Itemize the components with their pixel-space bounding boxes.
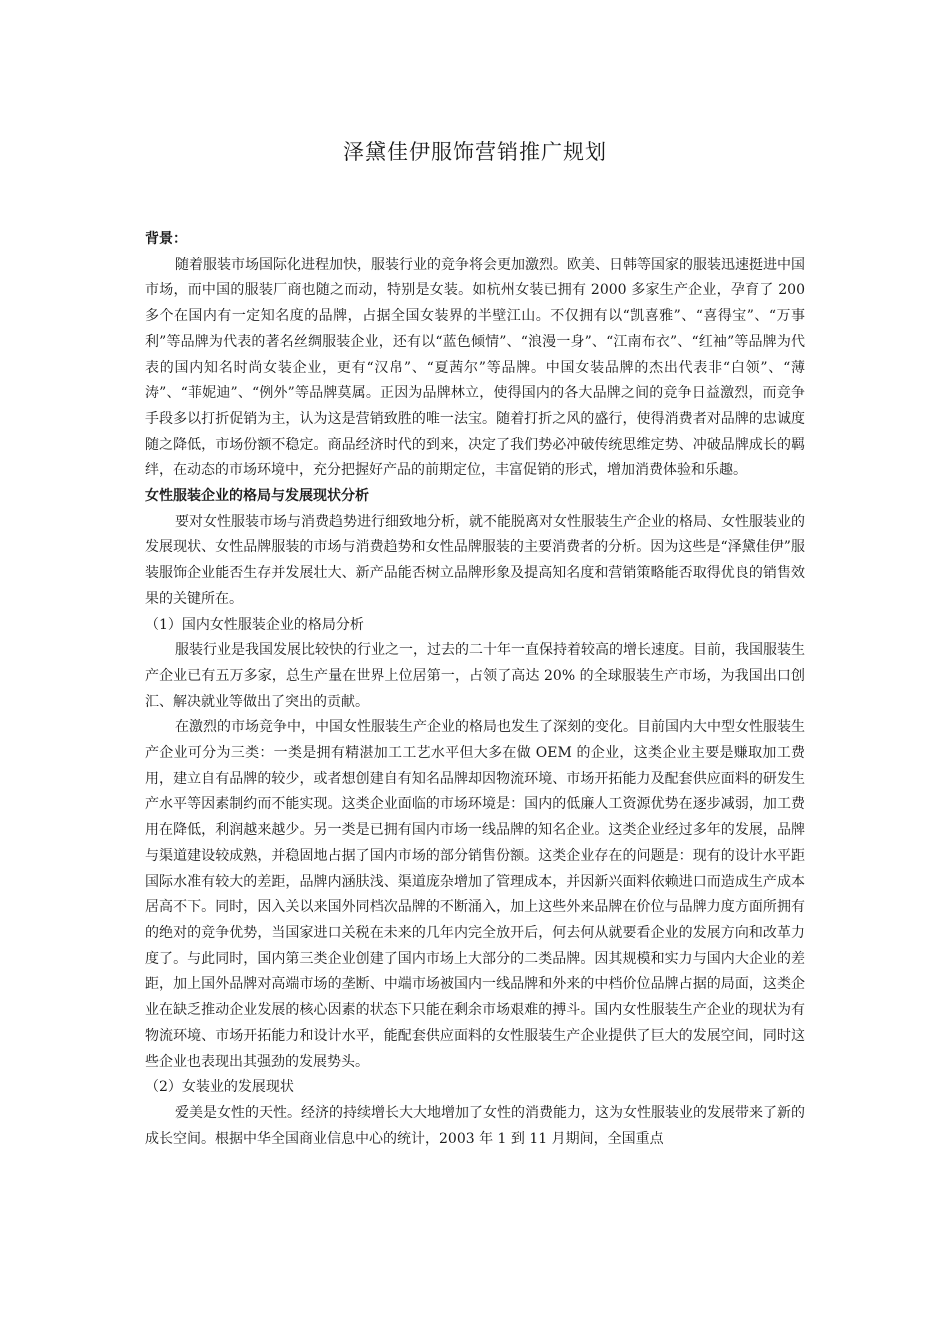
paragraph-pattern-intro: 要对女性服装市场与消费趋势进行细致地分析，就不能脱离对女性服装生产企业的格局、女性服装业的发展现状、女性品牌服装的市场与消费趋势和女性品牌服装的主要消费者的分析。因为这些是“泽黛佳伊”服装服饰企业能否生存并发展壮大、新产品能否树立品牌形象及提高知名度和营销策略能否取得优良的销售效果的关键所在。 bbox=[145, 513, 805, 607]
document-body bbox=[145, 227, 805, 1152]
document-title: 泽黛佳伊服饰营销推广规划 bbox=[343, 140, 607, 164]
paragraph-enterprise-types: 在激烈的市场竞争中，中国女性服装生产企业的格局也发生了深刻的变化。目前国内大中型女性服装生产企业可分为三类：一类是拥有精湛加工工艺水平但大多在做 OEM 的企业，这类企业主要是赚取加工费用，建立自有品牌的较少，或者想创建自有知名品牌却因物流环境、市场开拓能力及配套供应面料的研发生产水平等因素制约而不能实现。这类企业面临的市场环境是：国内的低廉人工资源优势在逐步减弱，加工费用在降低，利润越来越少。另一类是已拥有国内市场一线品牌的知名企业。这类企业经过多年的发展，品牌与渠道建设较成熟，并稳固地占据了国内市场的部分销售份额。这类企业存在的问题是：现有的设计水平距国际水准有较大的差距，品牌内涵肤浅、渠道庞杂增加了管理成本，并因新兴面料依赖进口而造成生产成本居高不下。同时，因入关以来国外同档次品牌的不断涌入，加上这些外来品牌在价位与品牌力度方面所拥有的绝对的竞争优势，当国家进口关税在未来的几年内完全放开后，何去何从就要看企业的发展方向和改革力度了。与此同时，国内第三类企业创建了国内市场上大部分的二类品牌。因其规模和实力与国内大企业的差距，加上国外品牌对高端市场的垄断、中端市场被国内一线品牌和外来的中档价位品牌占据的局面，这类企业在缺乏推动企业发展的核心因素的状态下只能在剩余市场艰难的搏斗。国内女性服装生产企业的现状为有物流环境、市场开拓能力和设计水平，能配套供应面料的女性服装生产企业提供了巨大的发展空间，同时这些企业也表现出其强劲的发展势头。 bbox=[145, 719, 805, 1070]
subsection-heading-2: （2）女装业的发展现状 bbox=[145, 1079, 294, 1096]
section-heading-pattern: 女性服装企业的格局与发展现状分析 bbox=[145, 488, 369, 505]
paragraph-background: 随着服装市场国际化进程加快，服装行业的竞争将会更加激烈。欧美、日韩等国家的服装迅速挺进中国市场，而中国的服装厂商也随之而动，特别是女装。如杭州女装已拥有 2000 多家生产企业，孕育了 200 多个在国内有一定知名度的品牌，占据全国女装界的半壁江山。不仅拥有以“凯喜雅”、“喜得宝”、“万事利”等品牌为代表的著名丝绸服装企业，还有以“蓝色倾情”、“浪漫一身”、“江南布衣”、“红袖”等品牌为代表的国内知名时尚女装企业，更有“汉帛”、“夏茜尔”等品牌。中国女装品牌的杰出代表非“白领”、“薄涛”、“菲妮迪”、“例外”等品牌莫属。正因为品牌林立，使得国内的各大品牌之间的竞争日益激烈，而竞争手段多以打折促销为主，认为这是营销致胜的唯一法宝。随着打折之风的盛行，使得消费者对品牌的忠诚度随之降低，市场份额不稳定。商品经济时代的到来，决定了我们势必冲破传统思维定势、冲破品牌成长的羁绊，在动态的市场环境中，充分把握好产品的前期定位，丰富促销的形式，增加消费体验和乐趣。 bbox=[145, 256, 805, 479]
section-heading-background: 背景： bbox=[145, 231, 187, 247]
subsection-heading-1: （1）国内女性服装企业的格局分析 bbox=[145, 616, 364, 633]
paragraph-industry-growth: 服装行业是我国发展比较快的行业之一，过去的二十年一直保持着较高的增长速度。目前，我国服装生产企业已有五万多家，总生产量在世界上位居第一，占领了高达 20% 的全球服装生产市场，为我国出口创汇、解决就业等做出了突出的贡献。 bbox=[145, 642, 805, 710]
paragraph-womenswear-status: 爱美是女性的天性。经济的持续增长大大地增加了女性的消费能力，这为女性服装业的发展带来了新的成长空间。根据中华全国商业信息中心的统计，2003 年 1 到 11 月期间，全国重点 bbox=[145, 1104, 805, 1147]
